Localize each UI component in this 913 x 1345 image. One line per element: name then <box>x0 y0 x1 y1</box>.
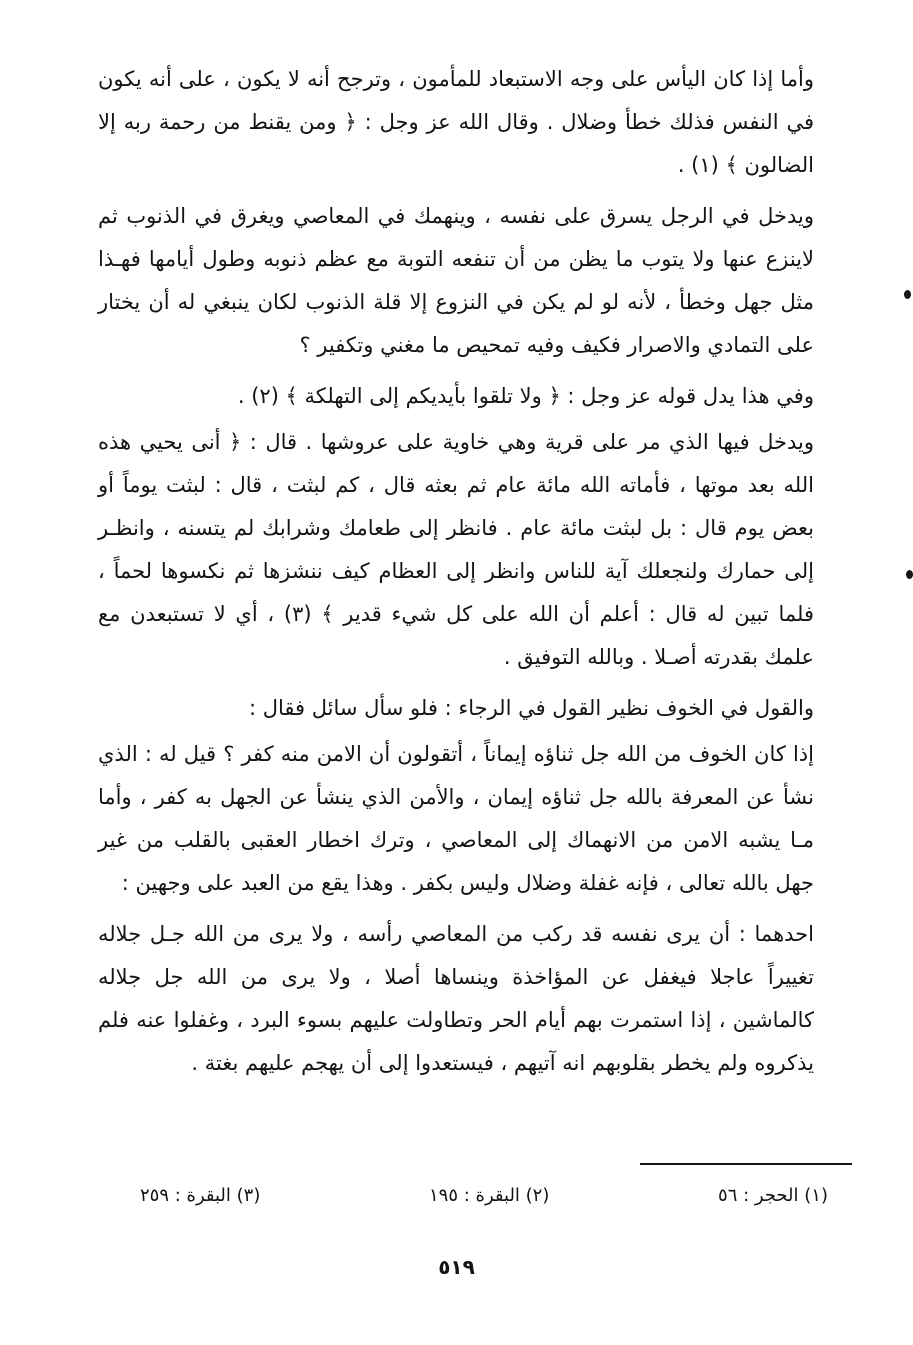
paragraph-5: والقول في الخوف نظير القول في الرجاء : فلو سأل سائل فقال : <box>248 696 814 720</box>
margin-dot-mark <box>906 570 913 579</box>
footnote-1: (١) الحجر : ٥٦ <box>718 1185 828 1206</box>
footnotes <box>140 1185 828 1206</box>
page-body <box>98 58 814 1085</box>
page-number: ٥١٩ <box>438 1255 475 1279</box>
margin-dot-mark <box>904 290 911 299</box>
footnote-3: (٣) البقرة : ٢٥٩ <box>140 1185 261 1206</box>
paragraph-7: احدهما : أن يرى نفسه قد ركب من المعاصي رأسه ، ولا يرى من الله جـل جلاله تغييراً عاجلا فيغفل عن المؤاخذة وينساها أصلا ، ولا يرى من الله جل جلاله كالماشين ، إذا استمرت بهم أيام الحر وتطاولت عليهم بسوء البرد ، وغفلوا عنه فلم يذكروه ولم يخطر بقلوبهم انه آتيهم ، فيستعدوا إلى أن يهجم عليهم بغتة . <box>98 922 814 1075</box>
paragraph-3: وفي هذا يدل قوله عز وجل : ﴿ ولا تلقوا بأيديكم إلى التهلكة ﴾ (٢) . <box>237 384 814 408</box>
paragraph-6: إذا كان الخوف من الله جل ثناؤه إيماناً ، أتقولون أن الامن منه كفر ؟ قيل له : الذي نشأ عن المعرفة بالله جل ثناؤه إيمان ، والأمن الذي ينشأ عن الجهل به كفر ، وأما مـا يشبه الامن من الانهماك إلى المعاصي ، وترك اخطار العقبى بالقلب من غير جهل بالله تعالى ، فإنه غفلة وضلال وليس بكفر . وهذا يقع من العبد على وجهين : <box>98 742 814 895</box>
paragraph-2: ويدخل في الرجل يسرق على نفسه ، وينهمك في المعاصي ويغرق في الذنوب ثم لاينزع عنها ولا يتوب ما يظن من أن تنفعه التوبة مع عظم ذنوبه وطول أيامها فهـذا مثل جهل وخطأ ، لأنه لو لم يكن في النزوع إلا قلة الذنوب لكان ينبغي له أن يختار على التمادي والاصرار فكيف وفيه تمحيص ما مغني وتكفير ؟ <box>98 204 814 357</box>
paragraph-4: ويدخل فيها الذي مر على قرية وهي خاوية على عروشها . قال : ﴿ أنى يحيي هذه الله بعد موتها ، فأماته الله مائة عام ثم بعثه قال ، كم لبثت ، قال : لبثت يوماً أو بعض يوم قال : بل لبثت مائة عام . فانظر إلى طعامك وشرابك لم يتسنه ، وانظـر إلى حمارك ولنجعلك آية للناس وانظر إلى العظام كيف ننشزها ثم نكسوها لحماً ، فلما تبين له قال : أعلم أن الله على كل شيء قدير ﴾ (٣) ، أي لا تستبعدن مع علمك بقدرته أصـلا . وبالله التوفيق . <box>98 430 814 669</box>
paragraph-1: وأما إذا كان اليأس على وجه الاستبعاد للمأمون ، وترجح أنه لا يكون ، على أنه يكون في النفس فذلك خطأ وضلال . وقال الله عز وجل : ﴿ ومن يقنط من رحمة ربه إلا الضالون ﴾ (١) . <box>98 67 814 177</box>
footnote-2: (٢) البقرة : ١٩٥ <box>429 1185 550 1206</box>
footnote-separator <box>640 1163 852 1165</box>
